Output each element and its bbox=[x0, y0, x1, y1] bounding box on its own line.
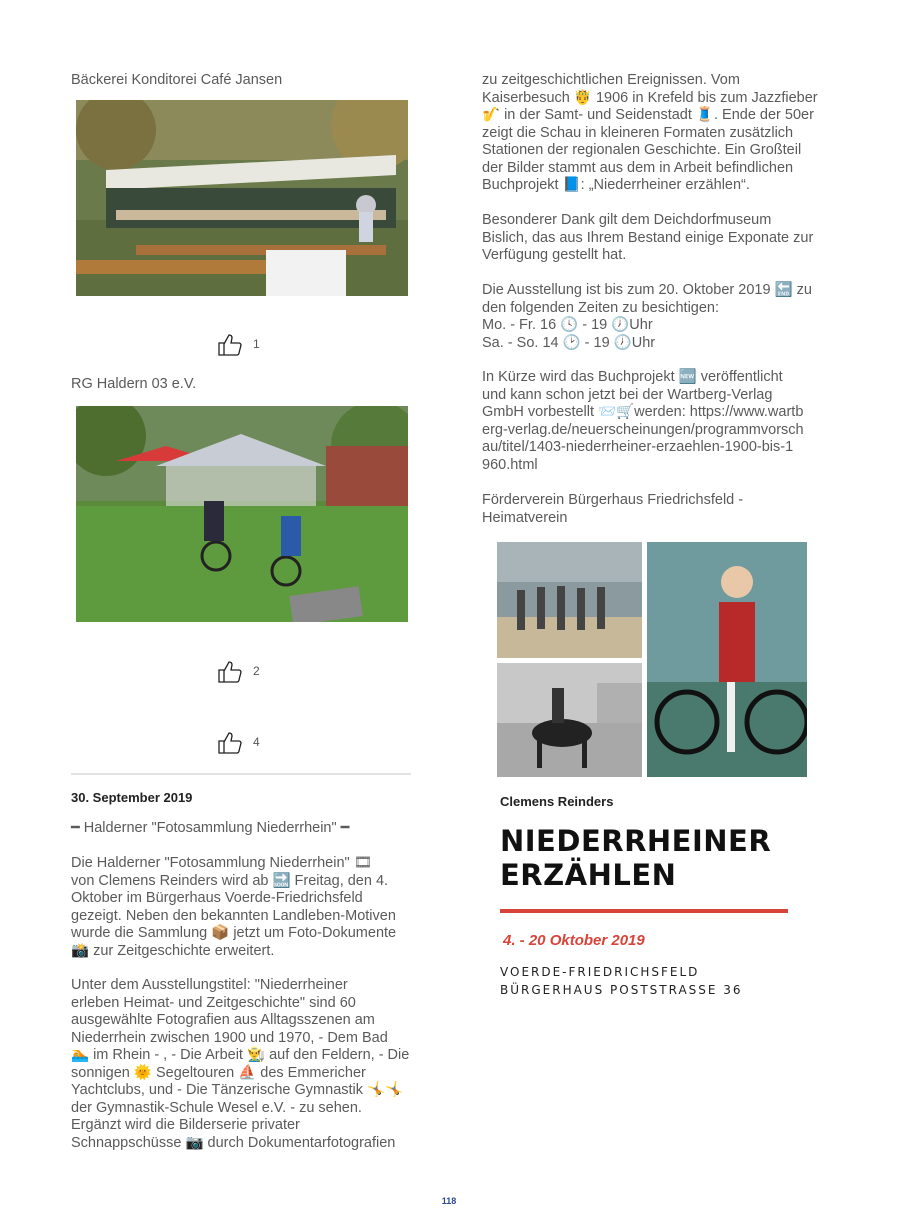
gymnastics-photo bbox=[497, 542, 642, 658]
text-line: Die Halderner "Fotosammlung Niederrhein" 🎞 bbox=[71, 855, 373, 871]
text-line: Mo. - Fr. 16 🕓 - 19 🕖Uhr bbox=[482, 317, 653, 333]
text-line: Oktober im Bürgerhaus Voerde-Friedrichsfeld bbox=[71, 890, 363, 906]
poster-dates: 4. - 20 Oktober 2019 bbox=[503, 932, 645, 949]
text-line: der Bilder stammt aus dem in Arbeit befindlichen bbox=[482, 159, 794, 176]
text-line: Ergänzt wird die Bilderserie privater bbox=[71, 1117, 300, 1133]
text-line: sonnigen 🌞 Segeltouren ⛵ des Emmericher bbox=[71, 1064, 366, 1081]
poster-location-line: VOERDE-FRIEDRICHSFELD bbox=[500, 965, 700, 979]
post-headline: ━ Halderner "Fotosammlung Niederrhein" ━ bbox=[71, 820, 350, 836]
text-line: 📸 zur Zeitgeschichte erweitert. bbox=[71, 942, 275, 959]
text-line: Stationen der regionalen Geschichte. Ein Großteil bbox=[482, 142, 802, 158]
page-number: 118 bbox=[441, 1196, 457, 1206]
text-line: ausgewählte Fotografien aus Alltagsszenen am bbox=[71, 1012, 375, 1028]
text-line: Niederrhein zwischen 1900 und 1970, - Dem Bad bbox=[71, 1029, 388, 1046]
post-date: 30. September 2019 bbox=[71, 790, 193, 805]
like-count: 1 bbox=[253, 337, 260, 351]
exhibition-poster bbox=[497, 542, 813, 1002]
text-line: Bislich, das aus Ihrem Bestand einige Exponate zur bbox=[482, 229, 814, 246]
right-paragraph-2 bbox=[482, 212, 827, 265]
left-paragraph-1 bbox=[71, 855, 421, 960]
poster-title-line: ERZÄHLEN bbox=[500, 858, 677, 892]
text-line: Förderverein Bürgerhaus Friedrichsfeld - bbox=[482, 492, 744, 508]
text-line: 🎷 in der Samt- und Seidenstadt 🧵. Ende der 50er bbox=[482, 107, 814, 123]
text-line: Kaiserbesuch 🤴 1906 in Krefeld bis zum Jazzfieber bbox=[482, 89, 818, 106]
thumbs-up-icon bbox=[217, 730, 243, 754]
thumbs-up-icon bbox=[217, 332, 243, 356]
text-line[interactable]: erg-verlag.de/neuerscheinungen/programmvorsch bbox=[482, 421, 804, 438]
text-line: der Gymnastik-Schule Wesel e.V. - zu sehen. bbox=[71, 1099, 362, 1116]
like-button[interactable] bbox=[217, 730, 260, 754]
poster-author: Clemens Reinders bbox=[500, 794, 614, 809]
text-line: In Kürze wird das Buchprojekt 🆕 veröffentlicht bbox=[482, 369, 783, 385]
text-line: gezeigt. Neben den bekannten Landleben-Motiven bbox=[71, 907, 396, 924]
text-line[interactable]: au/titel/1403-niederrheiner-erzaehlen-1900-bis-1 bbox=[482, 439, 794, 455]
text-line: von Clemens Reinders wird ab 🔜 Freitag, den 4. bbox=[71, 872, 389, 889]
text-line: wurde die Sammlung 📦 jetzt um Foto-Dokumente bbox=[71, 925, 397, 941]
text-line: den folgenden Zeiten zu besichtigen: bbox=[482, 299, 720, 316]
text-line: Die Ausstellung ist bis zum 20. Oktober 2019 🔚 zu bbox=[482, 282, 812, 298]
poster-title-line: NIEDERRHEINER bbox=[500, 824, 772, 858]
post-divider bbox=[71, 773, 411, 775]
text-line: zu zeitgeschichtlichen Ereignissen. Vom bbox=[482, 72, 740, 88]
poster-title bbox=[500, 824, 771, 892]
right-paragraph-3 bbox=[482, 282, 827, 352]
like-count: 4 bbox=[253, 735, 260, 749]
poster-accent-line bbox=[500, 909, 788, 913]
poster-location bbox=[500, 963, 743, 999]
market-stand-photo bbox=[76, 100, 408, 296]
text-line: Schnappschüsse 📷 durch Dokumentarfotografien bbox=[71, 1134, 396, 1151]
girl-bicycle-photo bbox=[647, 542, 807, 777]
post1-title: Bäckerei Konditorei Café Jansen bbox=[71, 72, 283, 88]
text-line: Verfügung gestellt hat. bbox=[482, 247, 627, 263]
right-paragraph-5 bbox=[482, 492, 827, 527]
text-line: und kann schon jetzt bei der Wartberg-Verlag bbox=[482, 386, 773, 403]
text-line: Buchprojekt 📘: „Niederrheiner erzählen“. bbox=[482, 177, 750, 193]
text-line: Yachtclubs, und - Die Tänzerische Gymnastik 🤸🤸 bbox=[71, 1082, 404, 1098]
text-line[interactable]: GmbH vorbestellt 📨🛒werden: https://www.wartb bbox=[482, 404, 804, 420]
text-line[interactable]: 960.html bbox=[482, 456, 538, 473]
text-line: Heimatverein bbox=[482, 509, 568, 526]
like-count: 2 bbox=[253, 664, 260, 678]
poster-location-line: BÜRGERHAUS POSTSTRASSE 36 bbox=[500, 983, 743, 997]
like-button[interactable] bbox=[217, 659, 260, 683]
post2-title: RG Haldern 03 e.V. bbox=[71, 376, 197, 392]
text-line: Besonderer Dank gilt dem Deichdorfmuseum bbox=[482, 212, 772, 228]
left-paragraph-2 bbox=[71, 977, 421, 1152]
like-button[interactable] bbox=[217, 332, 260, 356]
right-paragraph-1 bbox=[482, 72, 827, 195]
text-line: Sa. - So. 14 🕑 - 19 🕖Uhr bbox=[482, 334, 656, 351]
text-line: Unter dem Ausstellungstitel: "Niederrheiner bbox=[71, 977, 348, 993]
text-line: zeigt die Schau in kleineren Formaten zusätzlich bbox=[482, 124, 794, 141]
bike-event-photo bbox=[76, 406, 408, 622]
text-line: erleben Heimat- und Zeitgeschichte" sind 60 bbox=[71, 994, 356, 1011]
horse-rider-photo bbox=[497, 663, 642, 777]
thumbs-up-icon bbox=[217, 659, 243, 683]
right-paragraph-4 bbox=[482, 369, 827, 474]
text-line: 🏊 im Rhein - , - Die Arbeit 👨‍🌾 auf den Feldern, - Die bbox=[71, 1047, 410, 1063]
